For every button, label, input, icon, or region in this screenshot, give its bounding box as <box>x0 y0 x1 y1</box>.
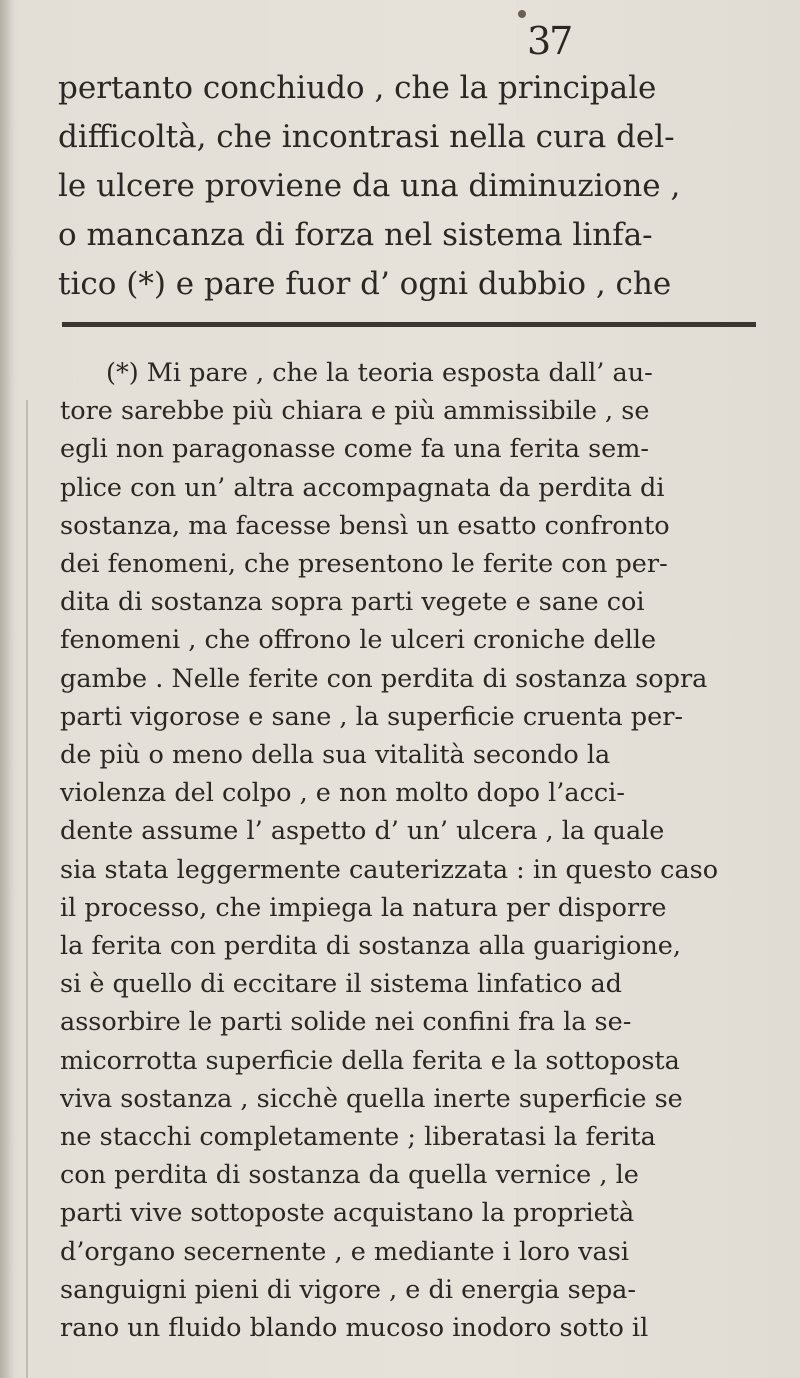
footnote-line: d’organo secernente , e mediante i loro vasi <box>60 1236 629 1267</box>
footnote-line: tore sarebbe più chiara e più ammissibile , se <box>60 396 650 427</box>
footnote-line: gambe . Nelle ferite con perdita di sostanza sopra <box>60 663 708 694</box>
footnote-line: dei fenomeni, che presentono le ferite con per- <box>60 549 668 580</box>
footnote <box>60 354 760 1347</box>
footnote-line: de più o meno della sua vitalità secondo la <box>60 740 611 771</box>
footnote-line: il processo, che impiega la natura per disporre <box>60 892 667 923</box>
ink-spot-icon <box>518 10 526 18</box>
footnote-line: parti vive sottoposte acquistano la proprietà <box>60 1198 635 1229</box>
footnote-line: plice con un’ altra accompagnata da perdita di <box>60 472 665 503</box>
footnote-line: fenomeni , che offrono le ulceri croniche delle <box>60 625 657 656</box>
footnote-line: (*) Mi pare , che la teoria esposta dall’ au- <box>106 358 653 388</box>
footnote-line: sanguigni pieni di vigore , e di energia sepa- <box>60 1274 636 1305</box>
footnote-line: micorrotta superficie della ferita e la sottoposta <box>60 1045 680 1076</box>
main-text-line: le ulcere proviene da una diminuzione , <box>58 168 681 204</box>
binding-shadow <box>0 0 14 1378</box>
footnote-line: viva sostanza , sicchè quella inerte superficie se <box>60 1083 683 1114</box>
footnote-line: rano un fluido blando mucoso inodoro sotto il <box>60 1313 649 1344</box>
footnote-line: parti vigorose e sane , la superficie cruenta per- <box>60 701 684 732</box>
main-text-line: tico (*) e pare fuor d’ ogni dubbio , che <box>58 266 672 302</box>
footnote-line: dita di sostanza sopra parti vegete e sane coi <box>60 587 645 618</box>
footnote-line: ne stacchi completamente ; liberatasi la ferita <box>60 1122 656 1153</box>
footnote-line: sostanza, ma facesse bensì un esatto confronto <box>60 510 670 541</box>
footnote-line: egli non paragonasse come fa una ferita sem- <box>60 434 650 465</box>
footnote-line: sia stata leggermente cauterizzata : in questo caso <box>60 854 719 885</box>
footnote-line: si è quello di eccitare il sistema linfatico ad <box>60 969 622 1000</box>
footnote-separator-rule <box>62 322 756 327</box>
footnote-line: violenza del colpo , e non molto dopo l’acci- <box>60 778 625 809</box>
main-text <box>58 64 758 309</box>
footnote-line: dente assume l’ aspetto d’ un’ ulcera , la quale <box>60 816 665 847</box>
main-text-line: difficoltà, che incontrasi nella cura del- <box>58 119 675 155</box>
main-text-line: pertanto conchiudo , che la principale <box>58 70 657 106</box>
footnote-line: assorbire le parti solide nei confini fra la se- <box>60 1007 632 1038</box>
footnote-line: con perdita di sostanza da quella vernice , le <box>60 1160 639 1191</box>
page-number: 37 <box>527 19 572 63</box>
main-text-line: o mancanza di forza nel sistema linfa- <box>58 217 653 253</box>
footnote-line: la ferita con perdita di sostanza alla guarigione, <box>60 931 681 962</box>
gutter-line <box>26 400 28 1378</box>
